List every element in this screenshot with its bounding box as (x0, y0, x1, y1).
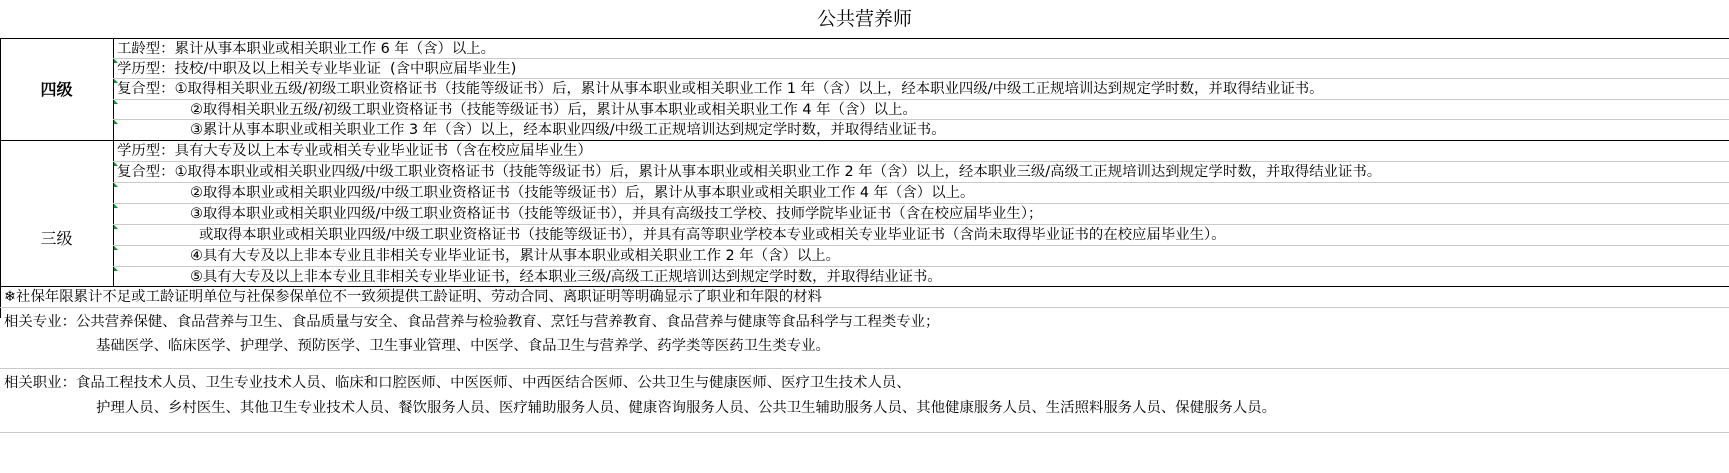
cell-comment-marker (114, 120, 118, 124)
level4-line-3: 复合型：①取得相关职业五级/初级工职业资格证书（技能等级证书）后，累计从事本职业或相关职业工作 1 年（含）以上，经本职业四级/中级工正规培训达到规定学时数，并取得结业证书。 (117, 81, 1324, 97)
cell-comment-marker (114, 246, 118, 250)
level3-line-3: ②取得本职业或相关职业四级/中级工职业资格证书（技能等级证书）后，累计从事本职业或相关职业工作 4 年（含）以上。 (190, 185, 975, 201)
level3-line-6: ④具有大专及以上非本专业且非相关专业毕业证书，累计从事本职业或相关职业工作 2 年（含）以上。 (190, 248, 841, 264)
row-gridline (0, 368, 1729, 369)
cell-comment-marker (114, 100, 118, 104)
cell-comment-marker (114, 225, 118, 229)
cell-comment-marker (114, 204, 118, 208)
cell-comment-marker (114, 267, 118, 271)
level3-line-4: ③取得本职业或相关职业四级/中级工职业资格证书（技能等级证书），并具有高级技工学校、技师学院毕业证书（含在校应届毕业生）； (190, 206, 1043, 222)
row-gridline (0, 432, 1729, 433)
related-majors-line-2: 基础医学、临床医学、护理学、预防医学、卫生事业管理、中医学、食品卫生与营养学、药学类等医药卫生类专业。 (96, 338, 830, 354)
level4-line-2: 学历型：技校/中职及以上相关专业毕业证 (含中职应届毕业生) (117, 61, 517, 77)
related-jobs-line-1: 相关职业：食品工程技术人员、卫生专业技术人员、临床和口腔医师、中医医师、中西医结合医师、公共卫生与健康医师、医疗卫生技术人员、 (4, 375, 911, 391)
note-text: ❄社保年限累计不足或工龄证明单位与社保参保单位不一致须提供工龄证明、劳动合同、离职证明等明确显示了职业和年限的材料 (4, 289, 822, 305)
level3-line-1: 学历型：具有大专及以上本专业或相关专业毕业证书（含在校应届毕业生） (117, 143, 592, 159)
level3-line-5: 或取得本职业或相关职业四级/中级工职业资格证书（技能等级证书），并具有高等职业学校本专业或相关专业毕业证书（含尚未取得毕业证书的在校应届毕业生）。 (199, 227, 1226, 243)
level3-line-7: ⑤具有大专及以上非本专业且非相关专业毕业证书，经本职业三级/高级工正规培训达到规定学时数，并取得结业证书。 (190, 269, 942, 285)
level4-line-1: 工龄型：累计从事本职业或相关职业工作 6 年（含）以上。 (117, 41, 496, 57)
cell-comment-marker (114, 59, 118, 63)
level4-line-5: ③累计从事本职业或相关职业工作 3 年（含）以上，经本职业四级/中级工正规培训达到规定学时数，并取得结业证书。 (190, 122, 946, 138)
level-4-label: 四级 (40, 80, 73, 99)
related-majors-line-1: 相关专业：公共营养保健、食品营养与卫生、食品质量与安全、食品营养与检验教育、烹饪与营养教育、食品营养与健康等食品科学与工程类专业； (4, 314, 940, 330)
related-jobs-line-2: 护理人员、乡村医生、其他卫生专业技术人员、餐饮服务人员、医疗辅助服务人员、健康咨询服务人员、公共卫生辅助服务人员、其他健康服务人员、生活照料服务人员、保健服务人员。 (96, 400, 1277, 416)
cell-comment-marker (114, 79, 118, 83)
level-3-label: 三级 (40, 229, 73, 248)
level4-line-4: ②取得相关职业五级/初级工职业资格证书（技能等级证书）后，累计从事本职业或相关职业工作 4 年（含）以上。 (190, 102, 917, 118)
level3-line-2: 复合型：①取得本职业或相关职业四级/中级工职业资格证书（技能等级证书）后，累计从事本职业或相关职业工作 2 年（含）以上，经本职业三级/高级工正规培训达到规定学时数，并取得结业证书。 (117, 164, 1382, 180)
cell-comment-marker (114, 183, 118, 187)
cell-comment-marker (114, 162, 118, 166)
page-title: 公共营养师 (0, 0, 1729, 39)
